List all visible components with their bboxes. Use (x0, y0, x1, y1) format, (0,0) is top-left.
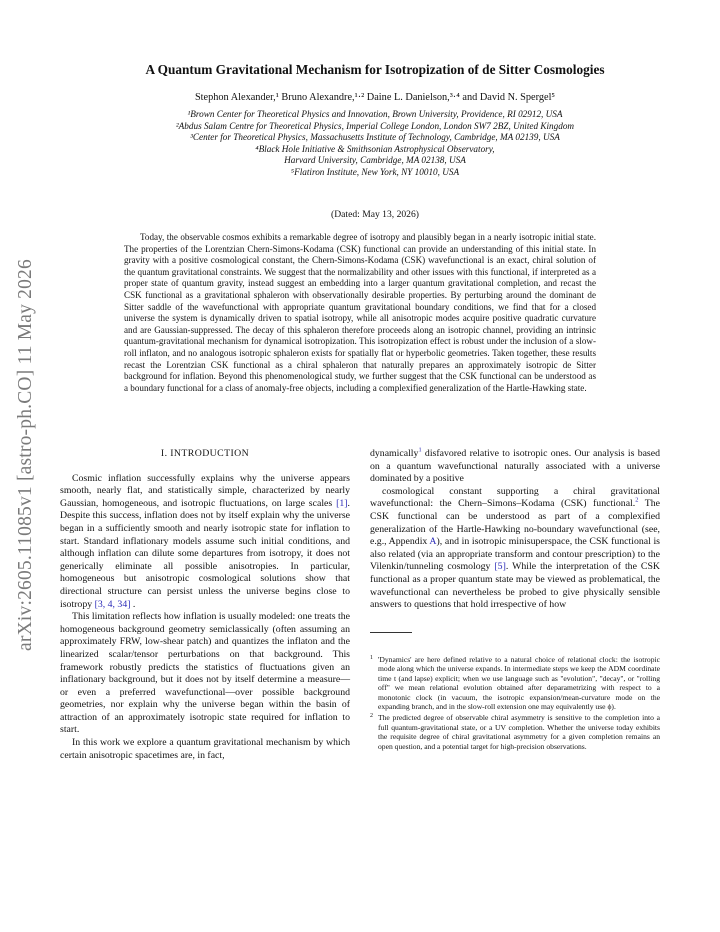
footnote (370, 713, 660, 751)
abstract: Today, the observable cosmos exhibits a remarkable degree of isotropy and plausibly began in a nearly isotropic initial state. The properties of the Lorentzian Chern-Simons-Kodama (CSK) functional can provide an understanding of this initial state. In gravity with a positive cosmological constant, the Chern-Simons-Kodama (CSK) wavefunctional is an exact, chiral solution of the quantum gravitational constraints. We suggest that the normalizability and other issues with this functional, if interpreted as a proper state of quantum gravity, instead suggest an embedding into a larger quantum gravitational completion, and recast the CSK functional as a gravitational sphaleron with observationally desirable properties. By perturbing around the dominant de Sitter saddle of the wavefunctional with appropriate quantum gravitational boundary conditions, we find that for a closed universe the system is dynamically driven to spatial isotropy, while all anisotropic modes acquire positive quadratic curvature and are Gaussian-suppressed. The decay of this sphaleron therefore proceeds along an isotropic channel, providing an intrinsic quantum-gravitational mechanism for dynamical isotropization. This isotropization effect is robust under the inclusion of a slow-roll inflaton, and no analogous isotropic sphaleron exists for spatially flat or hyperbolic geometries. Taken together, these results recast the Lorentzian CSK functional as a chiral sphaleron that naturally prepares an approximately isotropic de Sitter background for inflation. Beyond this phenomenological study, we further suggest that the CSK functional can be understood as a boundary functional for a class of anomaly-free objects, including a complexified generalization of the Hartle-Hawking state. (124, 232, 596, 393)
right-column (370, 448, 660, 612)
affiliation: ³Center for Theoretical Physics, Massachusetts Institute of Technology, Cambridge, MA 02139, USA (190, 132, 560, 142)
affiliation: ⁴Black Hole Initiative & Smithsonian Astrophysical Observatory, (255, 143, 495, 154)
footnote-divider (370, 632, 412, 633)
footnote-mark: 1 (370, 655, 373, 661)
paragraph (60, 473, 350, 612)
paragraph-text: Cosmic inflation successfully explains why the universe appears smooth, nearly flat, and statistically simple, characterized by nearly Gaussian, homogeneous, and isotropic fluctuations, on large scales (60, 472, 350, 509)
paragraph-text: cosmological constant supporting a chiral gravitational wavefunctional: the Chern–Simons–Kodama (CSK) functional. (370, 485, 660, 510)
footnotes (370, 655, 660, 753)
paragraph-text: disfavored relative to isotropic ones. Our analysis is based on a quantum wavefunctional naturally associated with a universe dominated by a positive (370, 448, 660, 485)
paragraph (370, 486, 660, 612)
paragraph-text: ), and in isotropic minisuperspace, the CSK functional is also related (via an appropriate transform and contour prescription) to the Vilenkin/tunneling cosmology (370, 536, 660, 573)
appendix-link[interactable]: A (429, 536, 437, 548)
paragraph (370, 448, 660, 486)
date-line: (Dated: May 13, 2026) (331, 209, 419, 220)
footnote-link[interactable]: 1 (418, 446, 422, 454)
author-list: Stephon Alexander,¹ Bruno Alexandre,¹·² Daine L. Danielson,³·⁴ and David N. Spergel⁵ (194, 92, 556, 103)
arxiv-identifier-sidebar (6, 245, 46, 665)
paper-title: A Quantum Gravitational Mechanism for Isotropization of de Sitter Cosmologies (145, 62, 605, 77)
footnote-text: The predicted degree of observable chiral asymmetry is sensitive to the completion into a full quantum-gravitational state, or a UV completion. Whether the universe today exhibits the requisite degree of chiral gravitational asymmetry for a given completion remains an open question, and a potential target for high-precision observations. (378, 713, 660, 751)
footnote-mark: 2 (370, 713, 373, 720)
paragraph: In this work we explore a quantum gravitational mechanism by which certain anisotropic spacetimes are, in fact, (60, 737, 350, 761)
paragraph: This limitation reflects how inflation is usually modeled: one treats the homogeneous background geometry semiclassically (often assuming an approximately FRW, low-shear patch) and quantizes the inflaton and the linearized scalar/tensor perturbations on that background. This framework robustly predicts the statistics of fluctuations given an inflationary background, but it does not by itself determine a measure—or even a preferred wavefunctional—over possible background geometries, nor explain why the universe began within the basin of attraction of an approximately isotropic state required for inflation to start. (60, 611, 350, 736)
paragraph-text: . Despite this success, inflation does not by itself explain why the universe began in a sufficiently smooth and nearly isotropic state for inflation to start. Standard inflationary models assume such initial conditions, and although inflation can dilute some departures from isotropy, it does not generically eliminate all possible anisotropies. In particular, homogeneous but anisotropic cosmological solutions show that directional structure can persist unless the universe begins close to isotropy (60, 497, 350, 610)
arxiv-identifier: arXiv:2605.11085v1 [astro-ph.CO] 11 May 2026 (15, 259, 36, 651)
affiliation: ¹Brown Center for Theoretical Physics and Innovation, Brown University, Providence, RI 02912, USA (187, 109, 563, 119)
footnote-link[interactable]: 2 (635, 497, 639, 505)
affiliation: Harvard University, Cambridge, MA 02138, USA (284, 155, 466, 165)
left-column (60, 448, 350, 762)
section-heading: I. INTRODUCTION (160, 448, 250, 459)
paragraph-text: . While the interpretation of the CSK functional as a proper quantum state may be viewed as problematical, the wavefunctional can nevertheless be probed to give physically sensible answers to questions that hold irrespective of how (370, 561, 660, 611)
paragraph-text: dynamically (370, 448, 419, 459)
footnote-text: 'Dynamics' are here defined relative to a natural choice of relational clock: the isotropic mode along which the universe expands. In intermediate steps we keep the ADM coordinate time t (and lapse) explicit; when we use language such as "evolution", "decay", or "rolling off" we mean relational evolution obtained after deparametrizing with respect to a monotonic clock (in vacuum, the isotropic expansion/mean-curvature mode on the expanding branch, and in the slow-roll extension one may equivalently use ϕ). (378, 655, 660, 712)
affiliation: ²Abdus Salam Centre for Theoretical Physics, Imperial College London, London SW7 2BZ, United Kingdom (175, 120, 575, 131)
footnote (370, 655, 660, 711)
citation-link[interactable]: [3, 4, 34] (94, 598, 131, 610)
paragraph-text: The CSK functional can be understood as part of a complexified generalization of the Hartle-Hawking no-boundary wavefunctional (see, e.g., Appendix (370, 498, 660, 548)
citation-link[interactable]: [1] (336, 497, 348, 509)
affiliations (60, 109, 690, 178)
citation-link[interactable]: [5] (494, 561, 506, 573)
affiliation: ⁵Flatiron Institute, New York, NY 10010, USA (290, 166, 460, 177)
paragraph-text: . (130, 598, 136, 610)
